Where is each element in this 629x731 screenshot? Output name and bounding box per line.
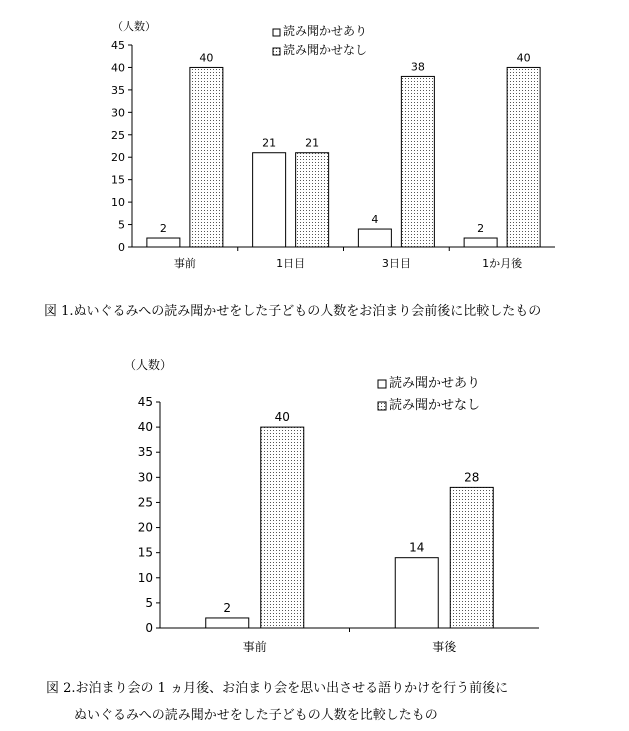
y-tick-label: 25 — [137, 495, 153, 510]
y-tick-label: 20 — [111, 151, 125, 165]
bar-with-reading — [464, 238, 497, 247]
bar-without-reading — [507, 67, 540, 247]
bar-without-reading — [450, 487, 493, 628]
y-tick-label: 20 — [137, 520, 153, 535]
legend-swatch — [378, 402, 386, 410]
data-label: 4 — [371, 213, 379, 227]
bar-without-reading — [296, 153, 329, 247]
y-tick-label: 40 — [111, 61, 125, 75]
data-label: 14 — [409, 540, 425, 555]
figure-2-caption-line-2: ぬいぐるみへの読み聞かせをした子どもの人数を比較したもの — [74, 708, 438, 723]
bar-with-reading — [147, 238, 180, 247]
y-tick-label: 15 — [137, 545, 153, 560]
legend-label: 読み聞かせなし — [389, 398, 481, 413]
legend-swatch — [378, 380, 386, 388]
x-tick-label: 事前 — [242, 640, 267, 652]
y-tick-label: 10 — [111, 196, 125, 210]
figure-2-caption-line-1: 図 2.お泊まり会の 1 ヵ月後、お泊まり会を思い出させる語りかけを行う前後に — [46, 681, 509, 696]
data-label: 40 — [516, 51, 531, 65]
data-label: 21 — [305, 136, 320, 150]
y-tick-label: 30 — [111, 106, 125, 120]
y-tick-label: 35 — [137, 445, 153, 460]
x-tick-label: 事後 — [432, 640, 457, 652]
bar-without-reading — [261, 427, 304, 628]
y-tick-label: 0 — [145, 621, 153, 635]
data-label: 21 — [262, 136, 277, 150]
y-tick-label: 25 — [111, 128, 125, 142]
x-tick-label: 事前 — [173, 257, 196, 270]
y-tick-label: 45 — [111, 39, 125, 52]
y-tick-label: 5 — [145, 595, 153, 610]
legend-swatch — [273, 48, 280, 55]
bar-with-reading — [253, 153, 286, 247]
chart-2 — [0, 352, 629, 652]
y-axis-unit-label: （人数） — [124, 358, 173, 372]
data-label: 2 — [477, 222, 485, 236]
data-label: 40 — [199, 51, 214, 65]
figure-2 — [0, 352, 629, 652]
y-tick-label: 45 — [137, 395, 153, 409]
y-axis-unit-label: （人数） — [112, 20, 156, 33]
y-tick-label: 15 — [111, 173, 125, 187]
chart-1 — [0, 0, 629, 300]
figure-1 — [0, 0, 629, 300]
figure-1-caption: 図 1.ぬいぐるみへの読み聞かせをした子どもの人数をお泊まり会前後に比較したもの — [44, 304, 542, 319]
y-tick-label: 5 — [118, 218, 125, 232]
data-label: 2 — [223, 600, 232, 615]
y-tick-label: 10 — [137, 570, 153, 585]
y-tick-label: 0 — [118, 241, 125, 254]
x-tick-label: 1か月後 — [482, 257, 523, 270]
legend-label: 読み聞かせなし — [283, 43, 368, 57]
y-tick-label: 40 — [137, 420, 153, 435]
x-tick-label: 1日目 — [276, 257, 306, 270]
legend-swatch — [273, 29, 280, 36]
data-label: 2 — [159, 222, 167, 236]
y-tick-label: 35 — [111, 83, 125, 97]
bar-without-reading — [190, 67, 223, 247]
data-label: 28 — [464, 470, 480, 485]
x-tick-label: 3日目 — [381, 257, 411, 270]
data-label: 40 — [274, 410, 290, 425]
legend-label: 読み聞かせあり — [283, 24, 368, 38]
bar-without-reading — [401, 76, 434, 247]
data-label: 38 — [410, 60, 425, 74]
legend-label: 読み聞かせあり — [389, 376, 481, 391]
bar-with-reading — [395, 558, 438, 628]
y-tick-label: 30 — [137, 470, 153, 485]
bar-with-reading — [206, 618, 249, 628]
bar-with-reading — [358, 229, 391, 247]
